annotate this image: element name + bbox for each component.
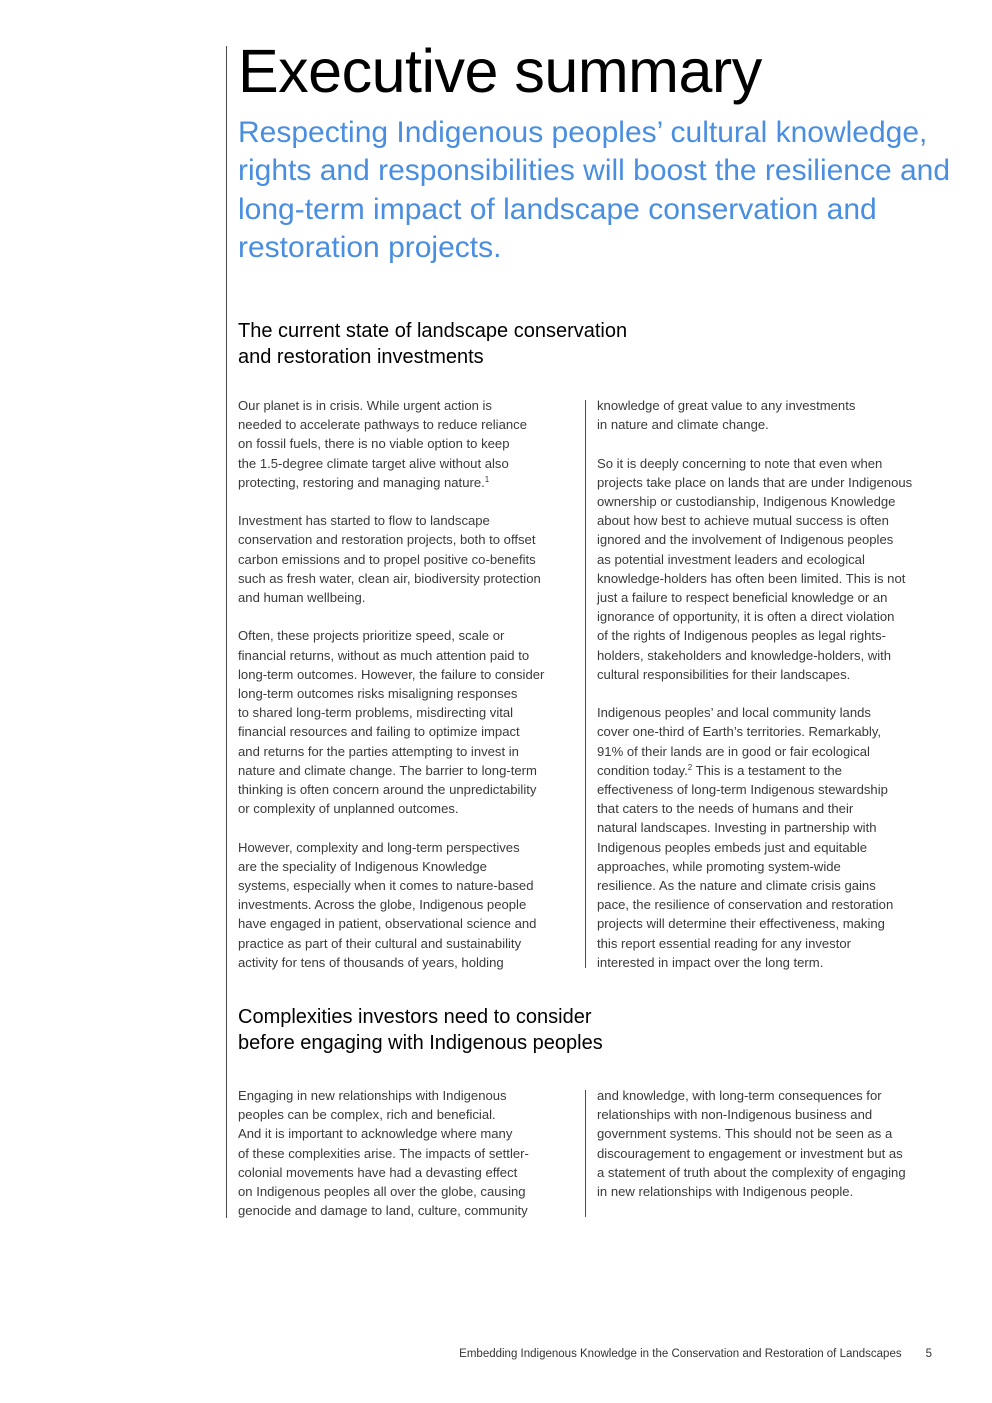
text-line: nature and climate change. The barrier to long-term <box>238 762 537 778</box>
text-line: and knowledge, with long-term consequences for <box>597 1088 882 1103</box>
section2-right-column <box>597 1086 942 1201</box>
text-line: Investment has started to flow to landscape <box>238 513 490 529</box>
text-line: projects take place on lands that are under Indigenous <box>597 474 913 490</box>
text-line: Often, these projects prioritize speed, scale or <box>238 628 505 644</box>
page-number: 5 <box>925 1348 932 1360</box>
text-line: peoples can be complex, rich and beneficial. <box>238 1107 496 1123</box>
paragraph <box>238 626 578 818</box>
text-line: knowledge of great value to any investments <box>597 398 856 413</box>
text-line: However, complexity and long-term perspectives <box>238 839 520 855</box>
text-line: activity for tens of thousands of years, holding <box>238 954 504 970</box>
paragraph <box>238 396 578 492</box>
text-line: knowledge-holders has often been limited. This is not <box>597 570 906 586</box>
text-line: have engaged in patient, observational science and <box>238 916 537 932</box>
text-line: about how best to achieve mutual success is often <box>597 513 889 529</box>
text-line: interested in impact over the long term. <box>597 954 824 970</box>
text-line: just a failure to respect beneficial knowledge or an <box>597 590 888 606</box>
text-line: as potential investment leaders and ecological <box>597 551 865 567</box>
text-line: systems, especially when it comes to nature-based <box>238 878 534 894</box>
text-line: genocide and damage to land, culture, community <box>238 1203 528 1219</box>
text-line: natural landscapes. Investing in partnership with <box>597 820 877 836</box>
text-line: this report essential reading for any investor <box>597 935 852 951</box>
text-line: government systems. This should not be seen as a <box>597 1126 893 1142</box>
section-heading-complexities <box>238 1004 798 1056</box>
heading-line: The current state of landscape conservation <box>238 320 628 342</box>
text-line: on Indigenous peoples all over the globe, causing <box>238 1184 526 1200</box>
text-line: projects will determine their effectiveness, making <box>597 916 885 932</box>
paragraph <box>597 1086 942 1201</box>
text-line: conservation and restoration projects, both to offset <box>238 532 536 548</box>
text-line: practice as part of their cultural and sustainability <box>238 935 522 951</box>
text-fragment: protecting, restoring and managing nature. <box>238 474 485 490</box>
paragraph <box>597 703 942 972</box>
page-subtitle: Respecting Indigenous peoples’ cultural knowledge, rights and responsibilities will boost the resilience and long-term impact of landscape conservation and restoration projects. <box>238 116 951 264</box>
heading-line: and restoration investments <box>238 346 484 368</box>
section1-right-column <box>597 396 942 972</box>
column-divider <box>585 1090 586 1217</box>
column-divider <box>585 400 586 968</box>
text-line: ownership or custodianship, Indigenous Knowledge <box>597 494 896 509</box>
text-line: carbon emissions and to propel positive co-benefits <box>238 551 536 567</box>
footer-publication-title: Embedding Indigenous Knowledge in the Conservation and Restoration of Landscapes <box>459 1348 902 1360</box>
text-line: financial returns, without as much attention paid to <box>238 647 530 663</box>
text-line: discouragement to engagement or investment but as <box>597 1145 903 1161</box>
text-line: So it is deeply concerning to note that even when <box>597 455 883 471</box>
text-line: relationships with non-Indigenous business and <box>597 1107 873 1123</box>
text-line: holders, stakeholders and knowledge-holders, with <box>597 647 892 663</box>
paragraph <box>597 396 942 434</box>
footnote-ref-2: 2 <box>687 762 693 772</box>
text-line: Engaging in new relationships with Indigenous <box>238 1088 507 1103</box>
text-line: Indigenous peoples’ and local community lands <box>597 705 871 721</box>
text-line: Indigenous peoples embeds just and equitable <box>597 839 868 855</box>
section-heading-current-state <box>238 318 798 370</box>
left-margin-rule <box>226 46 227 1218</box>
paragraph <box>238 838 578 972</box>
paragraph <box>238 1086 578 1220</box>
text-line <box>238 473 578 492</box>
text-line: and returns for the parties attempting to invest in <box>238 743 519 759</box>
text-line: to shared long-term problems, misdirecting vital <box>238 705 514 721</box>
text-line: investments. Across the globe, Indigenous people <box>238 897 527 913</box>
text-line: financial resources and failing to optimize impact <box>238 724 520 740</box>
section2-left-column <box>238 1086 578 1220</box>
section1-left-column <box>238 396 578 972</box>
heading-line: Complexities investors need to consider <box>238 1006 592 1028</box>
text-line: of the rights of Indigenous peoples as legal rights- <box>597 628 886 644</box>
text-line: that caters to the needs of humans and their <box>597 801 854 817</box>
text-line: the 1.5-degree climate target alive without also <box>238 455 509 471</box>
page-footer <box>459 1347 932 1361</box>
text-line: in new relationships with Indigenous people. <box>597 1184 854 1200</box>
text-line: in nature and climate change. <box>597 417 769 433</box>
text-line: approaches, while promoting system-wide <box>597 858 841 874</box>
text-line: Our planet is in crisis. While urgent action is <box>238 398 492 413</box>
text-line: thinking is often concern around the unpredictability <box>238 782 537 798</box>
text-line: pace, the resilience of conservation and restoration <box>597 897 894 913</box>
text-line: colonial movements have had a devasting effect <box>238 1164 518 1180</box>
text-line: are the speciality of Indigenous Knowledge <box>238 858 487 874</box>
text-line: And it is important to acknowledge where many <box>238 1126 513 1142</box>
text-line: a statement of truth about the complexity of engaging <box>597 1164 906 1180</box>
text-line: ignored and the involvement of Indigenous peoples <box>597 532 894 548</box>
text-line: and human wellbeing. <box>238 590 366 606</box>
text-line: effectiveness of long-term Indigenous stewardship <box>597 782 888 798</box>
text-line: ignorance of opportunity, it is often a direct violation <box>597 609 895 625</box>
heading-line: before engaging with Indigenous peoples <box>238 1032 603 1054</box>
text-line: long-term outcomes risks misaligning responses <box>238 686 518 702</box>
page-title: Executive summary <box>238 37 762 105</box>
text-line: 91% of their lands are in good or fair ecological <box>597 743 870 759</box>
footnote-ref-1: 1 <box>484 474 490 484</box>
text-line: resilience. As the nature and climate crisis gains <box>597 878 876 894</box>
text-line: needed to accelerate pathways to reduce reliance <box>238 417 527 433</box>
text-line <box>597 761 942 780</box>
text-fragment: condition today. <box>597 762 688 778</box>
text-line: cultural responsibilities for their landscapes. <box>597 666 851 682</box>
text-line: on fossil fuels, there is no viable option to keep <box>238 436 510 452</box>
text-line: or complexity of unplanned outcomes. <box>238 801 459 817</box>
text-line: cover one-third of Earth’s territories. Remarkably, <box>597 724 882 740</box>
text-line: of these complexities arise. The impacts of settler- <box>238 1145 529 1161</box>
text-line: such as fresh water, clean air, biodiversity protection <box>238 570 541 586</box>
text-line: long-term outcomes. However, the failure to consider <box>238 666 545 682</box>
paragraph <box>238 511 578 607</box>
text-fragment: This is a testament to the <box>692 762 842 778</box>
paragraph <box>597 454 942 684</box>
